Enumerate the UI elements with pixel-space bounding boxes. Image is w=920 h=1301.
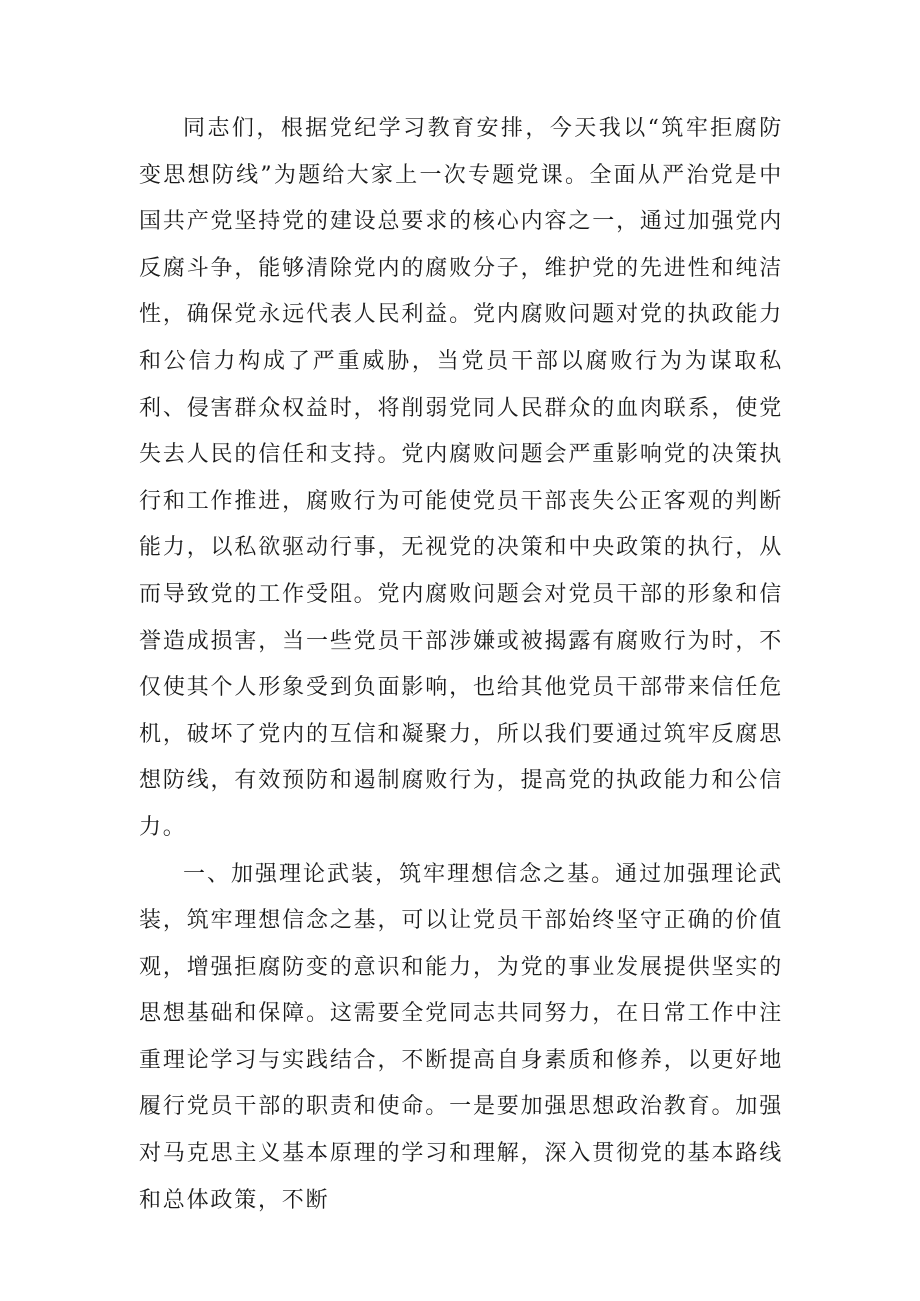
document-body	[139, 106, 783, 1224]
paragraph-intro: 同志们，根据党纪学习教育安排，今天我以“筑牢拒腐防变思想防线”为题给大家上一次专题党课。全面从严治党是中国共产党坚持党的建设总要求的核心内容之一，通过加强党内反腐斗争，能够清除党内的腐败分子，维护党的先进性和纯洁性，确保党永远代表人民利益。党内腐败问题对党的执政能力和公信力构成了严重威胁，当党员干部以腐败行为为谋取私利、侵害群众权益时，将削弱党同人民群众的血肉联系，使党失去人民的信任和支持。党内腐败问题会严重影响党的决策执行和工作推进，腐败行为可能使党员干部丧失公正客观的判断能力，以私欲驱动行事，无视党的决策和中央政策的执行，从而导致党的工作受阻。党内腐败问题会对党员干部的形象和信誉造成损害，当一些党员干部涉嫌或被揭露有腐败行为时，不仅使其个人形象受到负面影响，也给其他党员干部带来信任危机，破坏了党内的互信和凝聚力，所以我们要通过筑牢反腐思想防线，有效预防和遏制腐败行为，提高党的执政能力和公信力。	[139, 116, 783, 840]
paragraph-section-one: 一、加强理论武装，筑牢理想信念之基。通过加强理论武装，筑牢理想信念之基，可以让党员干部始终坚守正确的价值观，增强拒腐防变的意识和能力，为党的事业发展提供坚实的思想基础和保障。这需要全党同志共同努力，在日常工作中注重理论学习与实践结合，不断提高自身素质和修养，以更好地履行党员干部的职责和使命。一是要加强思想政治教育。加强对马克思主义基本原理的学习和理解，深入贯彻党的基本路线和总体政策，不断	[139, 861, 783, 1213]
